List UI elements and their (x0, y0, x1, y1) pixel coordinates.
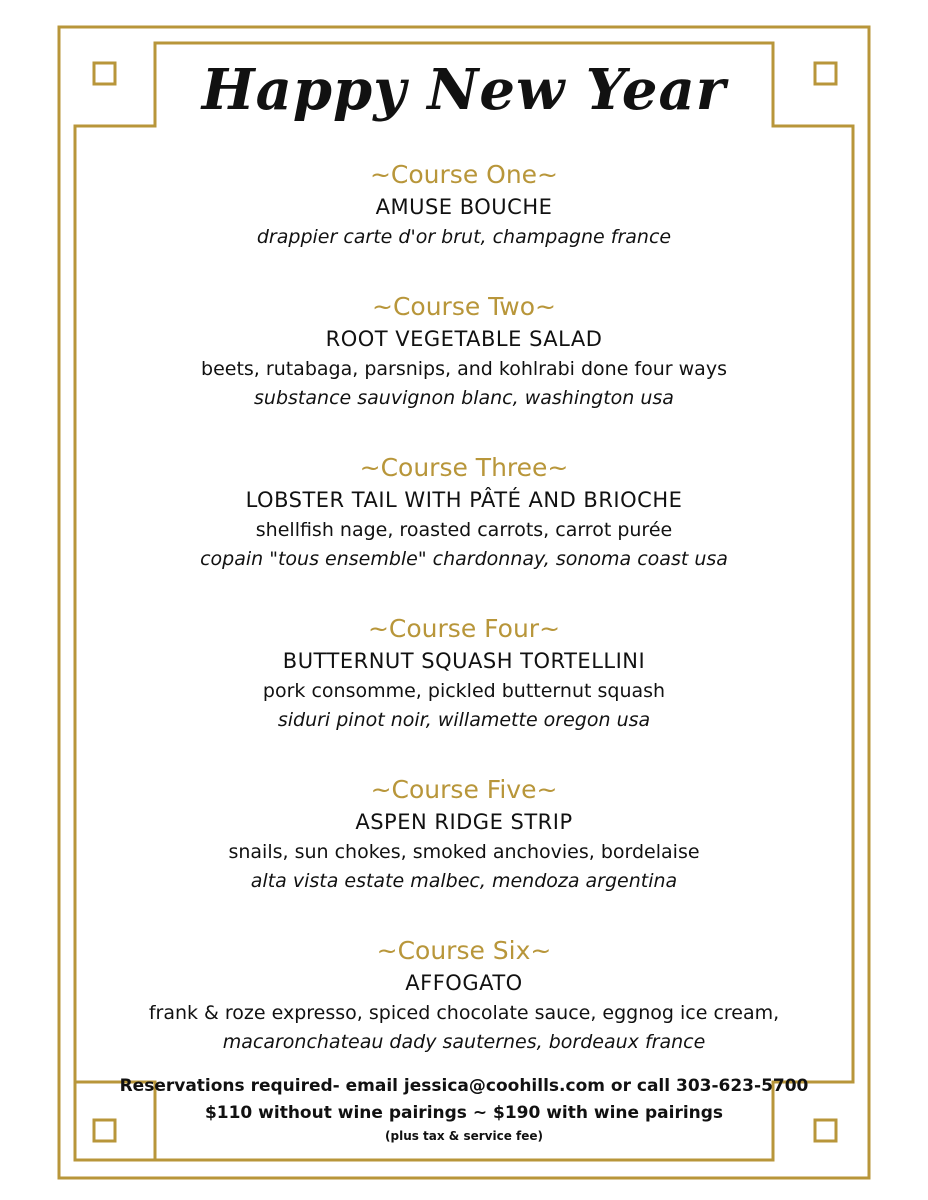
course-description: pork consomme, pickled butternut squash (262, 680, 666, 702)
course-one (75, 159, 853, 252)
tax-note: (plus tax & service fee) (385, 1129, 543, 1143)
course-description: frank & roze expresso, spiced chocolate sauce, eggnog ice cream, (148, 1002, 780, 1024)
course-five (75, 774, 853, 896)
course-wine: drappier carte d'or brut, champagne france (256, 226, 672, 248)
menu-body (75, 58, 853, 1057)
course-heading: ~Course Two~ (372, 292, 556, 321)
pricing-line: $110 without wine pairings ~ $190 with wine pairings (204, 1103, 724, 1123)
menu-title: Happy New Year (201, 57, 727, 123)
course-description: beets, rutabaga, parsnips, and kohlrabi done four ways (201, 358, 727, 380)
reservations-line: Reservations required- email jessica@coohills.com or call 303-623-5700 (119, 1076, 809, 1096)
course-heading: ~Course Six~ (376, 936, 552, 965)
course-heading: ~Course Four~ (367, 614, 561, 643)
course-dish: BUTTERNUT SQUASH TORTELLINI (282, 649, 646, 673)
course-dish: ASPEN RIDGE STRIP (355, 810, 573, 834)
course-wine: substance sauvignon blanc, washington usa (254, 387, 674, 409)
course-two (75, 291, 853, 413)
course-description: shellfish nage, roasted carrots, carrot purée (255, 519, 673, 541)
course-three (75, 452, 853, 574)
course-heading: ~Course One~ (369, 160, 559, 189)
course-wine: macaronchateau dady sauternes, bordeaux france (222, 1031, 706, 1053)
course-wine: alta vista estate malbec, mendoza argentina (250, 870, 678, 892)
course-wine: siduri pinot noir, willamette oregon usa (277, 709, 651, 731)
course-dish: LOBSTER TAIL WITH PÂTÉ AND BRIOCHE (245, 488, 683, 512)
course-dish: AMUSE BOUCHE (375, 195, 553, 219)
course-dish: ROOT VEGETABLE SALAD (325, 327, 603, 351)
course-four (75, 613, 853, 735)
course-heading: ~Course Five~ (370, 775, 558, 804)
course-description: snails, sun chokes, smoked anchovies, bordelaise (228, 841, 700, 863)
course-dish: AFFOGATO (405, 971, 523, 995)
course-wine: copain "tous ensemble" chardonnay, sonoma coast usa (200, 548, 728, 570)
course-heading: ~Course Three~ (359, 453, 569, 482)
menu-footer (75, 1073, 853, 1145)
course-six (75, 935, 853, 1057)
